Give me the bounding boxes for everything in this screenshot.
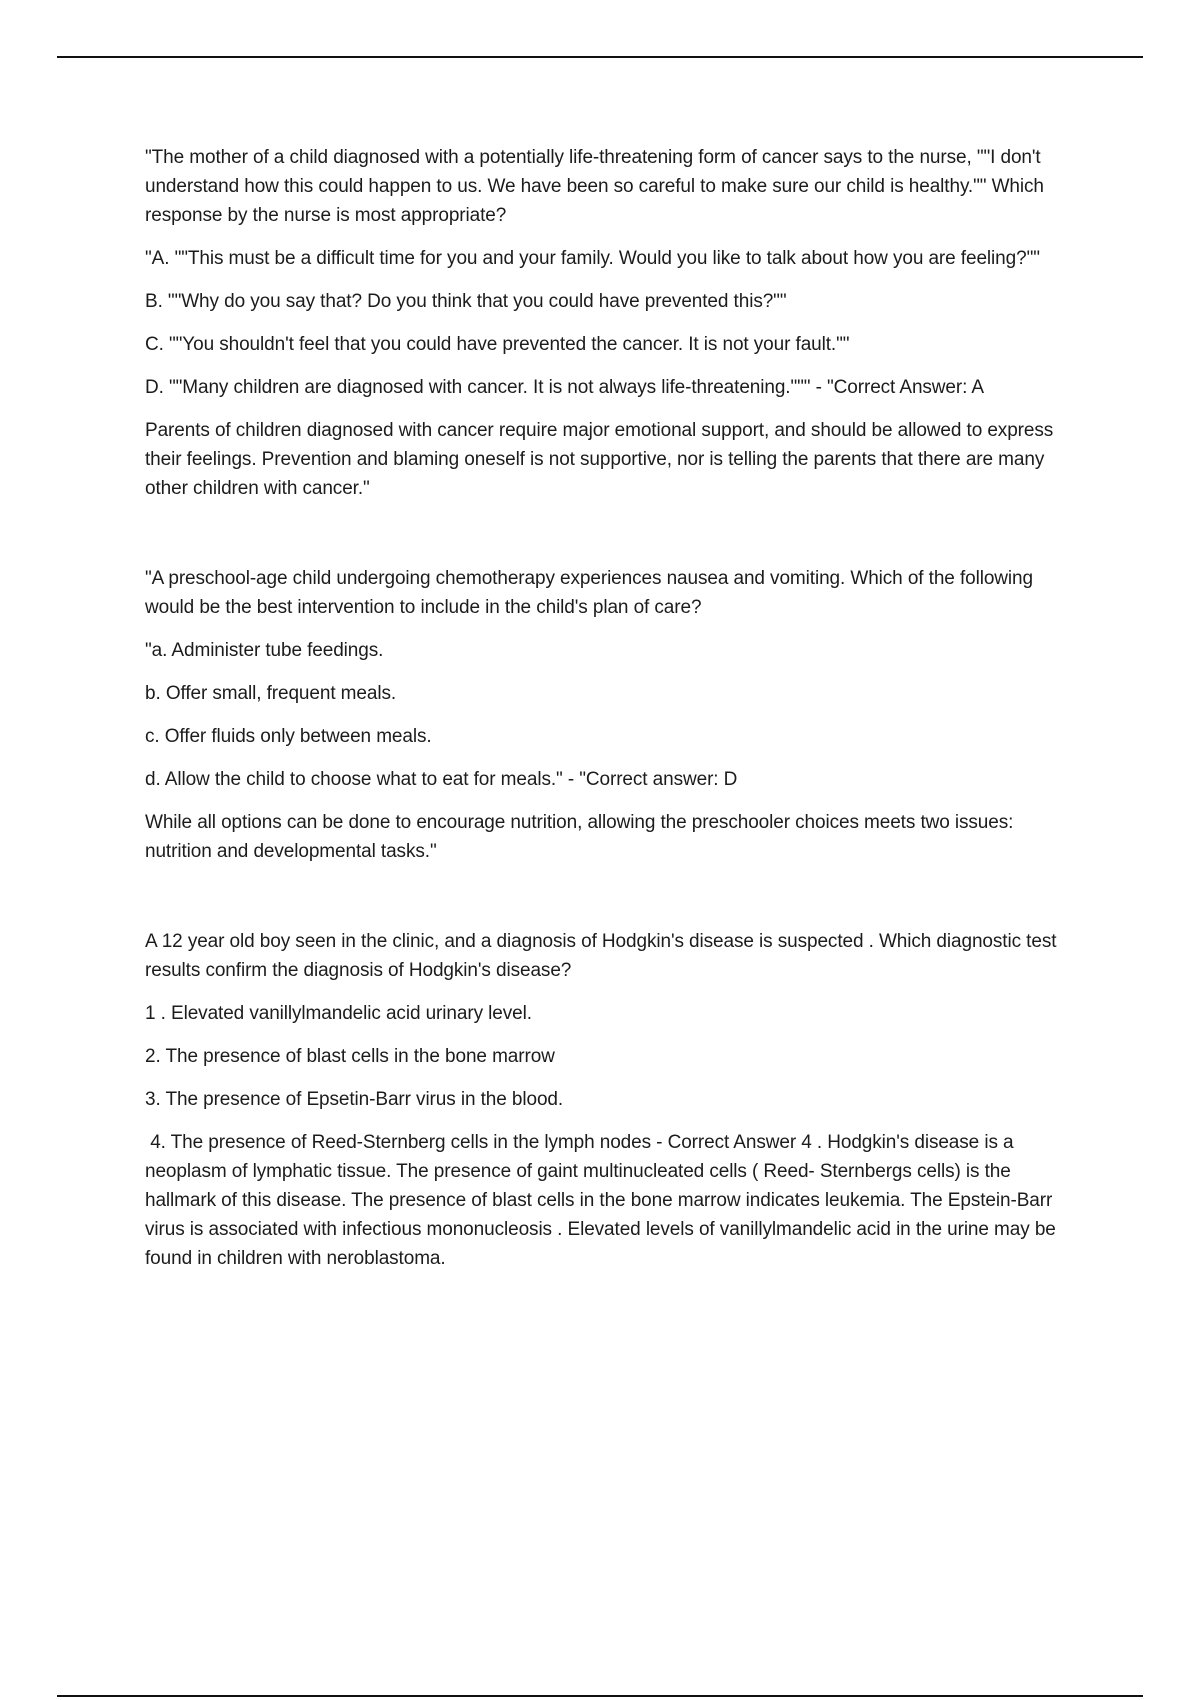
question-block-3 bbox=[145, 927, 1085, 1273]
answer-option-d: d. Allow the child to choose what to eat for meals." - "Correct answer: D bbox=[145, 769, 738, 790]
answer-option-4-with-rationale: 4. The presence of Reed-Sternberg cells in the lymph nodes - Correct Answer 4 . Hodgkin's disease is a neoplasm of lymphatic tissue. The presence of gaint multinucleated cells ( Reed- Sternbergs cells) is the hallmark of this disease. The presence of blast cells in the bone marrow indicates leukemia. The Epstein-Barr virus is associated with infectious mononucleosis . Elevated levels of vanillylmandelic acid in the urine may be found in children with neroblastoma. bbox=[145, 1132, 1061, 1269]
answer-option-2: 2. The presence of blast cells in the bone marrow bbox=[145, 1046, 555, 1067]
answer-option-1: 1 . Elevated vanillylmandelic acid urinary level. bbox=[145, 1003, 532, 1024]
question-stem: "The mother of a child diagnosed with a potentially life-threatening form of cancer says to the nurse, ""I don't understand how this could happen to us. We have been so careful to make sure our child is healthy."" Which response by the nurse is most appropriate? bbox=[145, 147, 1050, 226]
header-rule bbox=[57, 56, 1143, 58]
answer-option-d: D. ""Many children are diagnosed with cancer. It is not always life-threatening.""" - "Correct Answer: A bbox=[145, 377, 985, 398]
answer-option-3: 3. The presence of Epsetin-Barr virus in the blood. bbox=[145, 1089, 564, 1110]
question-stem: "A preschool-age child undergoing chemotherapy experiences nausea and vomiting. Which of the following would be the best intervention to include in the child's plan of care? bbox=[145, 568, 1039, 618]
question-block-2 bbox=[145, 564, 1085, 866]
answer-option-b: b. Offer small, frequent meals. bbox=[145, 683, 397, 704]
answer-option-b: B. ""Why do you say that? Do you think that you could have prevented this?"" bbox=[145, 291, 787, 312]
answer-rationale: While all options can be done to encourage nutrition, allowing the preschooler choices meets two issues: nutrition and developmental tasks." bbox=[145, 812, 1019, 862]
answer-option-a: "A. ""This must be a difficult time for you and your family. Would you like to talk about how you are feeling?"" bbox=[145, 248, 1040, 269]
answer-option-c: C. ""You shouldn't feel that you could have prevented the cancer. It is not your fault."" bbox=[145, 334, 850, 355]
question-stem: A 12 year old boy seen in the clinic, and a diagnosis of Hodgkin's disease is suspected . Which diagnostic test results confirm the diagnosis of Hodgkin's disease? bbox=[145, 931, 1062, 981]
answer-option-c: c. Offer fluids only between meals. bbox=[145, 726, 432, 747]
document-body bbox=[145, 143, 1085, 1334]
answer-rationale: Parents of children diagnosed with cancer require major emotional support, and should be allowed to express their feelings. Prevention and blaming oneself is not supportive, nor is telling the parents that there are many other children with cancer." bbox=[145, 420, 1059, 499]
footer-rule bbox=[57, 1695, 1143, 1697]
answer-option-a: "a. Administer tube feedings. bbox=[145, 640, 384, 661]
question-block-1 bbox=[145, 143, 1085, 503]
